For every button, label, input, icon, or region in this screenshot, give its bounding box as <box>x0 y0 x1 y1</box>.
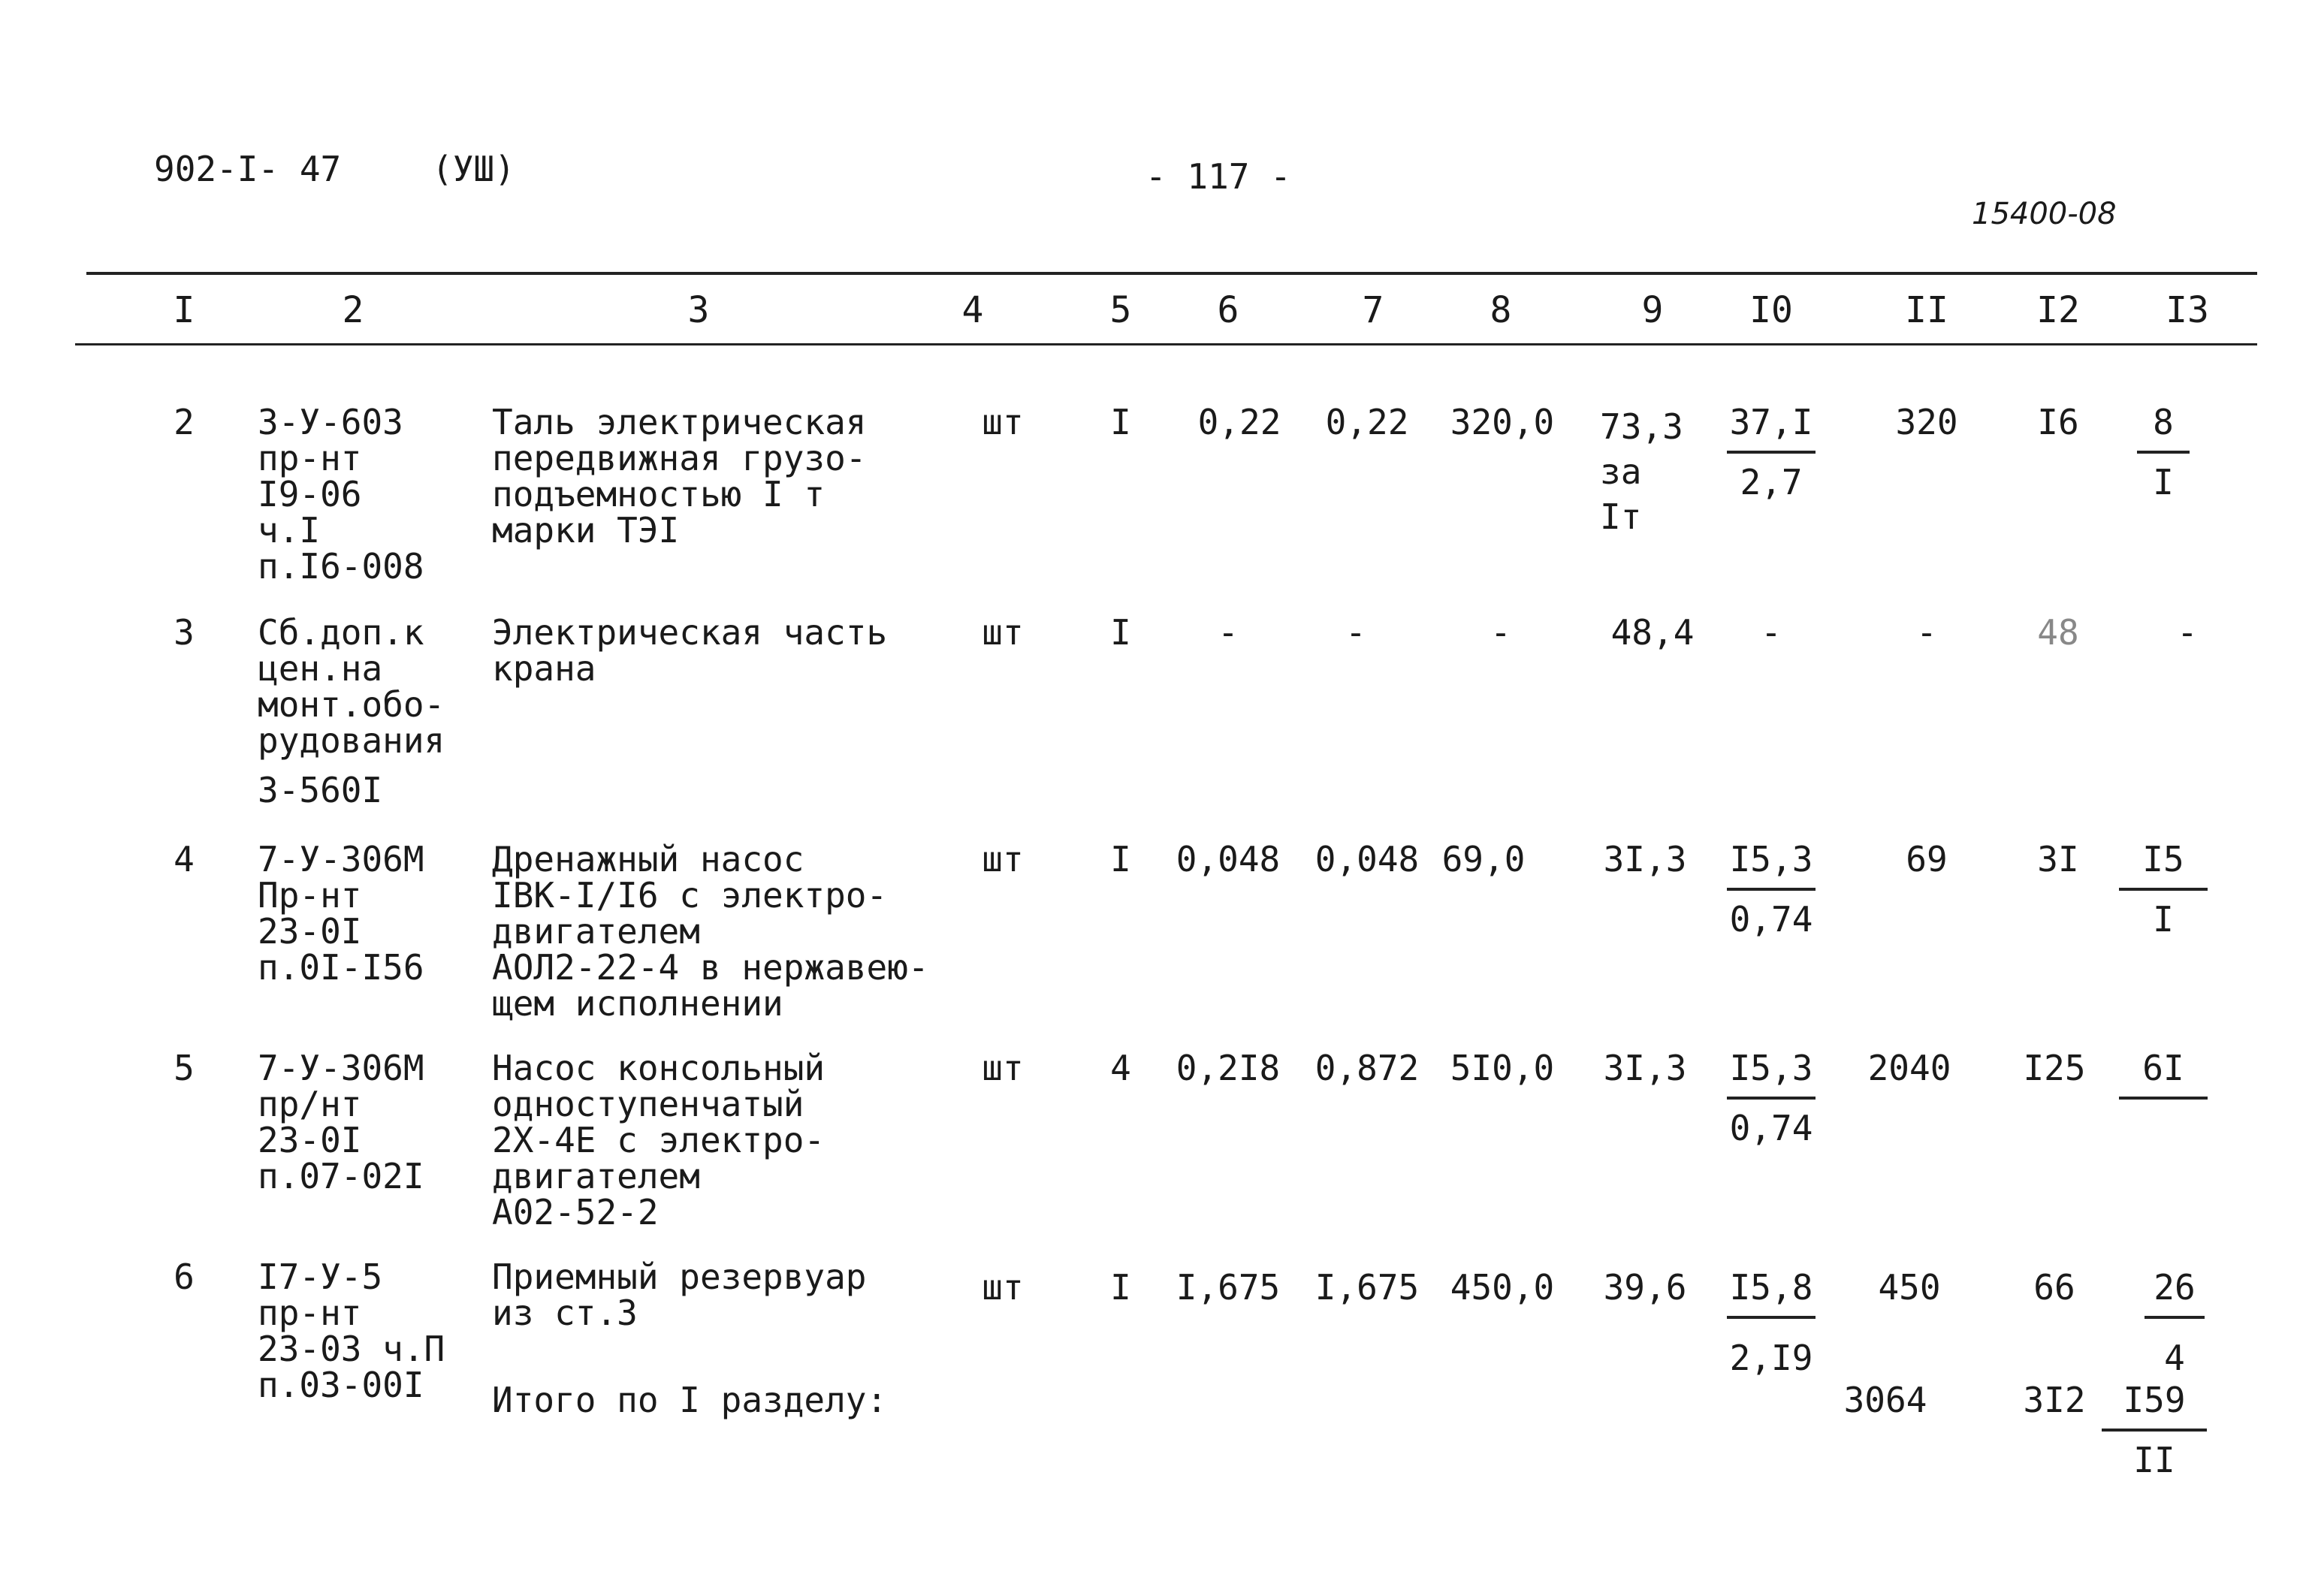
col11-value: 320 <box>1895 402 1958 442</box>
column-header: 2 <box>342 289 364 331</box>
col7-value: 0,872 <box>1314 1048 1420 1088</box>
col8-value: 5I0,0 <box>1450 1048 1555 1088</box>
row-number: 2 <box>174 402 195 442</box>
price-code: Сб.доп.к цен.на монт.обо- рудования <box>258 612 445 761</box>
quantity: I <box>1110 612 1131 653</box>
total-col12: 3I2 <box>2023 1380 2086 1420</box>
col12-value: I6 <box>2037 402 2079 442</box>
col13-denominator: I <box>2153 899 2174 940</box>
col11-value: 2040 <box>1867 1048 1951 1088</box>
col10-denominator: 2,7 <box>1740 462 1803 502</box>
col11-value: 69 <box>1906 839 1948 879</box>
col7-value: 0,048 <box>1314 839 1420 879</box>
col8-value: 69,0 <box>1441 839 1526 879</box>
col10-fraction <box>1711 1269 1831 1376</box>
price-code: 7-У-306М Пр-нт 23-0I п.0I-I56 <box>258 839 424 988</box>
col13-value: - <box>2177 612 2198 653</box>
col10-numerator: I5,3 <box>1729 1048 1813 1088</box>
document-code: 902-I- 47 <box>154 149 342 189</box>
total-col13-denominator: II <box>2133 1440 2175 1480</box>
col9-value: 39,6 <box>1603 1267 1687 1308</box>
col6-value: - <box>1218 612 1239 653</box>
unit: шт <box>982 612 1024 653</box>
col11-value: - <box>1916 612 1937 653</box>
col10-numerator: 37,I <box>1729 402 1813 442</box>
total-col13-numerator: I59 <box>2123 1380 2186 1420</box>
item-name: Насос консольный одноступенчатый 2Х-4Е с электро- двигателем А02-52-2 <box>492 1048 826 1232</box>
col9-value: 48,4 <box>1610 612 1695 653</box>
col10-denominator: 0,74 <box>1729 1108 1813 1148</box>
unit: шт <box>982 402 1024 442</box>
total-col11: 3064 <box>1843 1380 1927 1420</box>
col6-value: 0,2I8 <box>1176 1048 1281 1088</box>
column-header: I3 <box>2166 289 2209 331</box>
col8-value: 450,0 <box>1450 1267 1555 1308</box>
col6-value: I,675 <box>1176 1267 1281 1308</box>
col13-fraction <box>2103 404 2223 500</box>
column-header: II <box>1905 289 1948 331</box>
column-header: 6 <box>1217 289 1239 331</box>
price-code: 3-У-603 пр-нт I9-06 ч.I п.I6-008 <box>258 402 424 587</box>
col13-denominator: 4 <box>2164 1338 2185 1378</box>
col13-denominator: I <box>2153 462 2174 502</box>
col10-denominator: 2,I9 <box>1729 1338 1813 1378</box>
col7-value: - <box>1345 612 1366 653</box>
total-col13-fraction <box>2094 1382 2214 1478</box>
col12-value: I25 <box>2023 1048 2086 1088</box>
col9-value: 3I,3 <box>1603 1048 1687 1088</box>
col6-value: 0,22 <box>1197 402 1281 442</box>
quantity: I <box>1110 839 1131 879</box>
col13-fraction <box>2114 1269 2235 1376</box>
col10-fraction <box>1711 839 1831 940</box>
row-number: 6 <box>174 1257 195 1297</box>
column-header: 5 <box>1109 289 1132 331</box>
col10-fraction <box>1711 1050 1831 1146</box>
col13-denominator <box>2103 1100 2223 1110</box>
document-mark: (УШ) <box>432 149 515 189</box>
col6-value: 0,048 <box>1176 839 1281 879</box>
row-number: 4 <box>174 839 195 879</box>
col10-denominator: 0,74 <box>1729 899 1813 940</box>
quantity: I <box>1110 1267 1131 1308</box>
column-header: 3 <box>687 289 710 331</box>
page-number: - 117 - <box>1145 156 1291 197</box>
column-header: 4 <box>961 289 984 331</box>
column-header: 8 <box>1490 289 1512 331</box>
quantity: 4 <box>1110 1048 1131 1088</box>
col13-numerator: 26 <box>2154 1267 2196 1308</box>
col10-numerator: I5,8 <box>1729 1267 1813 1308</box>
col13-fraction <box>2103 1050 2223 1110</box>
unit: шт <box>982 1048 1024 1088</box>
col7-value: I,675 <box>1314 1267 1420 1308</box>
quantity: I <box>1110 402 1131 442</box>
col10-fraction <box>1711 404 1831 500</box>
col10-numerator: I5,3 <box>1729 839 1813 879</box>
col8-value: - <box>1490 612 1511 653</box>
row-number: 5 <box>174 1048 195 1088</box>
price-code: I7-У-5 пр-нт 23-03 ч.П п.03-00I <box>258 1257 445 1405</box>
price-code-extra: 3-560I <box>258 770 383 810</box>
col13-fraction <box>2103 839 2223 940</box>
column-header: I0 <box>1749 289 1793 331</box>
price-code: 7-У-306М пр/нт 23-0I п.07-02I <box>258 1048 424 1196</box>
column-header: 7 <box>1362 289 1384 331</box>
column-header: I <box>173 289 195 331</box>
col11-value: 450 <box>1878 1267 1941 1308</box>
column-header: 9 <box>1641 289 1664 331</box>
col12-value: 3I <box>2037 839 2079 879</box>
item-name: Электрическая часть крана <box>492 612 888 689</box>
item-name: Таль электрическая передвижная грузо- подъемностью I т марки ТЭI <box>492 402 867 551</box>
total-label: Итого по I разделу: <box>492 1380 888 1420</box>
item-name: Приемный резервуар из ст.3 <box>492 1257 867 1333</box>
col13-numerator: 8 <box>2153 402 2174 442</box>
col13-numerator: 6I <box>2142 1048 2184 1088</box>
table-top-rule <box>86 272 2257 275</box>
col10-value: - <box>1761 612 1782 653</box>
column-header: I2 <box>2036 289 2080 331</box>
col9-value: 3I,3 <box>1603 839 1687 879</box>
item-name: Дренажный насос IВК-I/I6 с электро- двигателем АОЛ2-22-4 в нержавею- щем исполнении <box>492 839 929 1024</box>
col12-value: 66 <box>2033 1267 2075 1308</box>
inventory-number: 15400-08 <box>1972 197 2117 231</box>
col8-value: 320,0 <box>1450 402 1555 442</box>
col9-value: 73,3 за Iт <box>1600 406 1683 537</box>
row-number: 3 <box>174 612 195 653</box>
col7-value: 0,22 <box>1325 402 1409 442</box>
col13-numerator: I5 <box>2142 839 2184 879</box>
col12-value: 48 <box>2037 612 2079 653</box>
unit: шт <box>982 1267 1024 1308</box>
unit: шт <box>982 839 1024 879</box>
table-header-rule <box>75 343 2257 345</box>
